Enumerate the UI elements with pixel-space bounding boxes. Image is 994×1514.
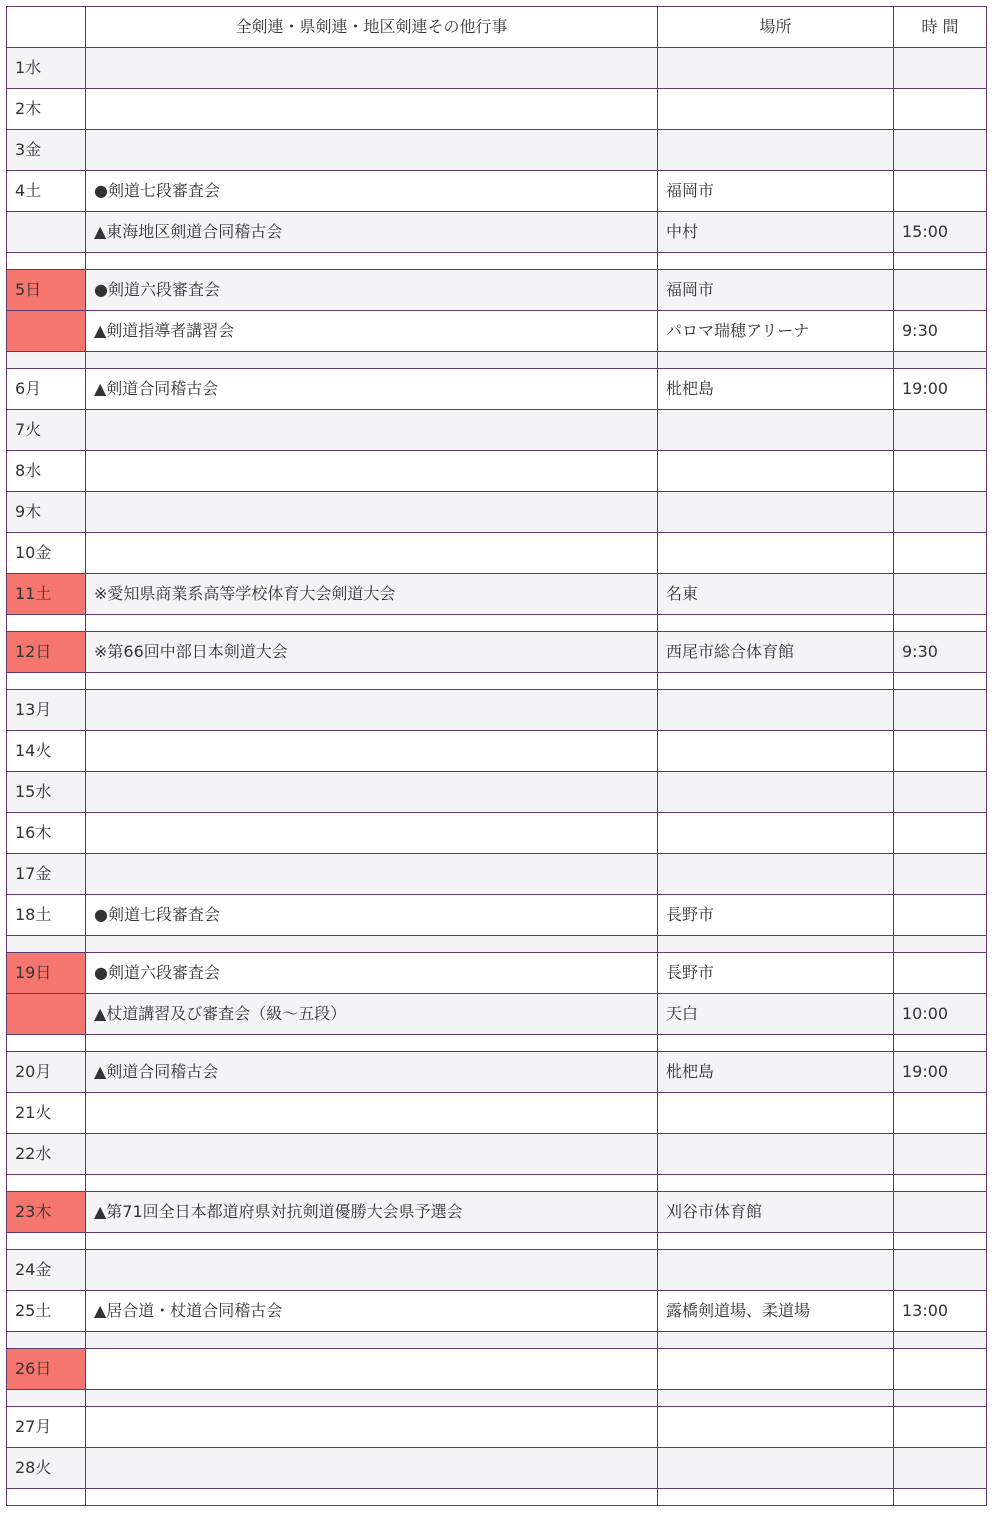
place-cell: 西尾市総合体育館: [658, 632, 894, 673]
date-cell: 26日: [7, 1349, 86, 1390]
spacer-cell: [86, 253, 658, 270]
spacer-row: [7, 1035, 987, 1052]
time-cell: [894, 854, 987, 895]
place-cell: [658, 731, 894, 772]
spacer-cell: [86, 936, 658, 953]
event-cell: ●剣道七段審査会: [86, 171, 658, 212]
table-row: [7, 895, 987, 936]
table-row: [7, 89, 987, 130]
table-row: [7, 369, 987, 410]
time-cell: 13:00: [894, 1291, 987, 1332]
table-row: [7, 1052, 987, 1093]
spacer-cell: [658, 1332, 894, 1349]
time-cell: [894, 130, 987, 171]
table-row: [7, 1192, 987, 1233]
place-cell: パロマ瑞穂アリーナ: [658, 311, 894, 352]
table-row: [7, 171, 987, 212]
date-cell: 1水: [7, 48, 86, 89]
spacer-row: [7, 615, 987, 632]
time-cell: 19:00: [894, 1052, 987, 1093]
time-cell: 10:00: [894, 994, 987, 1035]
spacer-cell: [658, 253, 894, 270]
table-row: [7, 451, 987, 492]
time-cell: [894, 48, 987, 89]
header-row: [7, 7, 987, 48]
spacer-cell: [894, 1233, 987, 1250]
table-row: [7, 1250, 987, 1291]
spacer-cell: [7, 253, 86, 270]
event-cell: ▲第71回全日本都道府県対抗剣道優勝大会県予選会: [86, 1192, 658, 1233]
date-cell: 20月: [7, 1052, 86, 1093]
date-cell: 9木: [7, 492, 86, 533]
date-cell: 21火: [7, 1093, 86, 1134]
spacer-cell: [7, 615, 86, 632]
spacer-row: [7, 936, 987, 953]
table-row: [7, 1448, 987, 1489]
place-cell: 天白: [658, 994, 894, 1035]
spacer-cell: [86, 1489, 658, 1506]
table-row: [7, 1093, 987, 1134]
date-cell: 18土: [7, 895, 86, 936]
event-cell: ●剣道七段審査会: [86, 895, 658, 936]
spacer-cell: [7, 352, 86, 369]
time-cell: [894, 1250, 987, 1291]
time-cell: 9:30: [894, 311, 987, 352]
event-cell: ▲居合道・杖道合同稽古会: [86, 1291, 658, 1332]
place-cell: [658, 1250, 894, 1291]
place-cell: 枇杷島: [658, 1052, 894, 1093]
table-row: [7, 270, 987, 311]
place-cell: [658, 130, 894, 171]
date-cell: 27月: [7, 1407, 86, 1448]
event-cell: [86, 1250, 658, 1291]
time-cell: [894, 690, 987, 731]
date-cell: 25土: [7, 1291, 86, 1332]
table-row: [7, 690, 987, 731]
date-cell: 14火: [7, 731, 86, 772]
spacer-cell: [86, 1175, 658, 1192]
header-date: [7, 7, 86, 48]
time-cell: 15:00: [894, 212, 987, 253]
event-cell: [86, 772, 658, 813]
event-cell: [86, 690, 658, 731]
spacer-cell: [658, 1233, 894, 1250]
spacer-cell: [658, 1175, 894, 1192]
time-cell: [894, 574, 987, 615]
spacer-cell: [894, 615, 987, 632]
event-cell: ▲東海地区剣道合同稽古会: [86, 212, 658, 253]
spacer-cell: [894, 352, 987, 369]
spacer-row: [7, 253, 987, 270]
table-row: [7, 574, 987, 615]
spacer-cell: [894, 1175, 987, 1192]
event-cell: [86, 1093, 658, 1134]
event-cell: [86, 1448, 658, 1489]
date-cell: 23木: [7, 1192, 86, 1233]
event-cell: ▲剣道指導者講習会: [86, 311, 658, 352]
date-cell: 4土: [7, 171, 86, 212]
date-cell: 13月: [7, 690, 86, 731]
date-cell: 5日: [7, 270, 86, 311]
event-cell: [86, 854, 658, 895]
event-cell: [86, 410, 658, 451]
place-cell: 名東: [658, 574, 894, 615]
time-cell: [894, 1407, 987, 1448]
event-cell: ●剣道六段審査会: [86, 270, 658, 311]
spacer-row: [7, 1175, 987, 1192]
spacer-cell: [894, 1390, 987, 1407]
spacer-cell: [894, 1489, 987, 1506]
event-cell: [86, 492, 658, 533]
spacer-row: [7, 1390, 987, 1407]
date-cell: 16木: [7, 813, 86, 854]
event-cell: [86, 48, 658, 89]
place-cell: [658, 1349, 894, 1390]
table-row: [7, 813, 987, 854]
table-row: [7, 492, 987, 533]
place-cell: 長野市: [658, 895, 894, 936]
time-cell: 19:00: [894, 369, 987, 410]
date-cell: 10金: [7, 533, 86, 574]
time-cell: 9:30: [894, 632, 987, 673]
table-row: [7, 212, 987, 253]
place-cell: [658, 89, 894, 130]
spacer-cell: [86, 1035, 658, 1052]
event-cell: ▲杖道講習及び審査会（級〜五段）: [86, 994, 658, 1035]
place-cell: [658, 410, 894, 451]
event-cell: [86, 130, 658, 171]
time-cell: [894, 171, 987, 212]
place-cell: [658, 1407, 894, 1448]
time-cell: [894, 89, 987, 130]
place-cell: [658, 690, 894, 731]
event-cell: [86, 89, 658, 130]
table-row: [7, 632, 987, 673]
place-cell: 露橋剣道場、柔道場: [658, 1291, 894, 1332]
spacer-cell: [894, 1035, 987, 1052]
date-cell: 24金: [7, 1250, 86, 1291]
event-cell: [86, 1134, 658, 1175]
spacer-cell: [86, 1332, 658, 1349]
time-cell: [894, 1448, 987, 1489]
time-cell: [894, 772, 987, 813]
place-cell: [658, 1093, 894, 1134]
date-cell: 7火: [7, 410, 86, 451]
spacer-cell: [86, 1390, 658, 1407]
spacer-cell: [7, 1175, 86, 1192]
place-cell: [658, 772, 894, 813]
spacer-cell: [658, 1035, 894, 1052]
place-cell: 中村: [658, 212, 894, 253]
table-row: [7, 48, 987, 89]
place-cell: [658, 451, 894, 492]
time-cell: [894, 270, 987, 311]
date-cell: 6月: [7, 369, 86, 410]
event-cell: ※第66回中部日本剣道大会: [86, 632, 658, 673]
table-row: [7, 1349, 987, 1390]
time-cell: [894, 1192, 987, 1233]
header-place: 場所: [658, 7, 894, 48]
table-row: [7, 130, 987, 171]
time-cell: [894, 492, 987, 533]
spacer-cell: [7, 1233, 86, 1250]
spacer-cell: [86, 615, 658, 632]
table-row: [7, 854, 987, 895]
table-row: [7, 1407, 987, 1448]
event-cell: ※愛知県商業系高等学校体育大会剣道大会: [86, 574, 658, 615]
spacer-row: [7, 1332, 987, 1349]
event-cell: [86, 451, 658, 492]
place-cell: 枇杷島: [658, 369, 894, 410]
place-cell: [658, 854, 894, 895]
spacer-cell: [658, 1390, 894, 1407]
date-cell: 15水: [7, 772, 86, 813]
place-cell: 福岡市: [658, 171, 894, 212]
spacer-cell: [658, 1489, 894, 1506]
spacer-row: [7, 673, 987, 690]
time-cell: [894, 813, 987, 854]
spacer-cell: [658, 615, 894, 632]
time-cell: [894, 1134, 987, 1175]
event-cell: [86, 533, 658, 574]
table-row: [7, 772, 987, 813]
event-cell: ●剣道六段審査会: [86, 953, 658, 994]
table-row: [7, 410, 987, 451]
time-cell: [894, 533, 987, 574]
place-cell: [658, 1134, 894, 1175]
event-cell: ▲剣道合同稽古会: [86, 1052, 658, 1093]
table-row: [7, 1134, 987, 1175]
table-row: [7, 731, 987, 772]
table-row: [7, 994, 987, 1035]
spacer-cell: [7, 1035, 86, 1052]
event-cell: [86, 1349, 658, 1390]
table-row: [7, 953, 987, 994]
date-cell: 28火: [7, 1448, 86, 1489]
place-cell: [658, 1448, 894, 1489]
spacer-row: [7, 1233, 987, 1250]
place-cell: [658, 533, 894, 574]
spacer-cell: [7, 1489, 86, 1506]
date-cell: [7, 212, 86, 253]
time-cell: [894, 1093, 987, 1134]
spacer-row: [7, 1489, 987, 1506]
time-cell: [894, 895, 987, 936]
spacer-cell: [658, 352, 894, 369]
schedule-body: [7, 48, 987, 1506]
spacer-cell: [894, 253, 987, 270]
time-cell: [894, 731, 987, 772]
spacer-cell: [7, 1390, 86, 1407]
spacer-cell: [894, 673, 987, 690]
place-cell: [658, 492, 894, 533]
event-cell: ▲剣道合同稽古会: [86, 369, 658, 410]
place-cell: 長野市: [658, 953, 894, 994]
spacer-row: [7, 352, 987, 369]
spacer-cell: [658, 936, 894, 953]
date-cell: [7, 311, 86, 352]
place-cell: [658, 813, 894, 854]
header-event: 全剣連・県剣連・地区剣連その他行事: [86, 7, 658, 48]
spacer-cell: [7, 936, 86, 953]
table-row: [7, 533, 987, 574]
time-cell: [894, 410, 987, 451]
spacer-cell: [894, 936, 987, 953]
spacer-cell: [86, 1233, 658, 1250]
date-cell: 3金: [7, 130, 86, 171]
header-time: 時 間: [894, 7, 987, 48]
spacer-cell: [7, 1332, 86, 1349]
time-cell: [894, 953, 987, 994]
place-cell: 福岡市: [658, 270, 894, 311]
date-cell: [7, 994, 86, 1035]
spacer-cell: [7, 673, 86, 690]
spacer-cell: [86, 673, 658, 690]
date-cell: 19日: [7, 953, 86, 994]
place-cell: 刈谷市体育館: [658, 1192, 894, 1233]
date-cell: 12日: [7, 632, 86, 673]
place-cell: [658, 48, 894, 89]
event-cell: [86, 813, 658, 854]
date-cell: 17金: [7, 854, 86, 895]
schedule-table: [6, 6, 987, 1506]
date-cell: 11土: [7, 574, 86, 615]
event-cell: [86, 731, 658, 772]
date-cell: 2木: [7, 89, 86, 130]
spacer-cell: [658, 673, 894, 690]
event-cell: [86, 1407, 658, 1448]
spacer-cell: [894, 1332, 987, 1349]
time-cell: [894, 451, 987, 492]
spacer-cell: [86, 352, 658, 369]
date-cell: 22水: [7, 1134, 86, 1175]
time-cell: [894, 1349, 987, 1390]
table-row: [7, 1291, 987, 1332]
table-row: [7, 311, 987, 352]
date-cell: 8水: [7, 451, 86, 492]
